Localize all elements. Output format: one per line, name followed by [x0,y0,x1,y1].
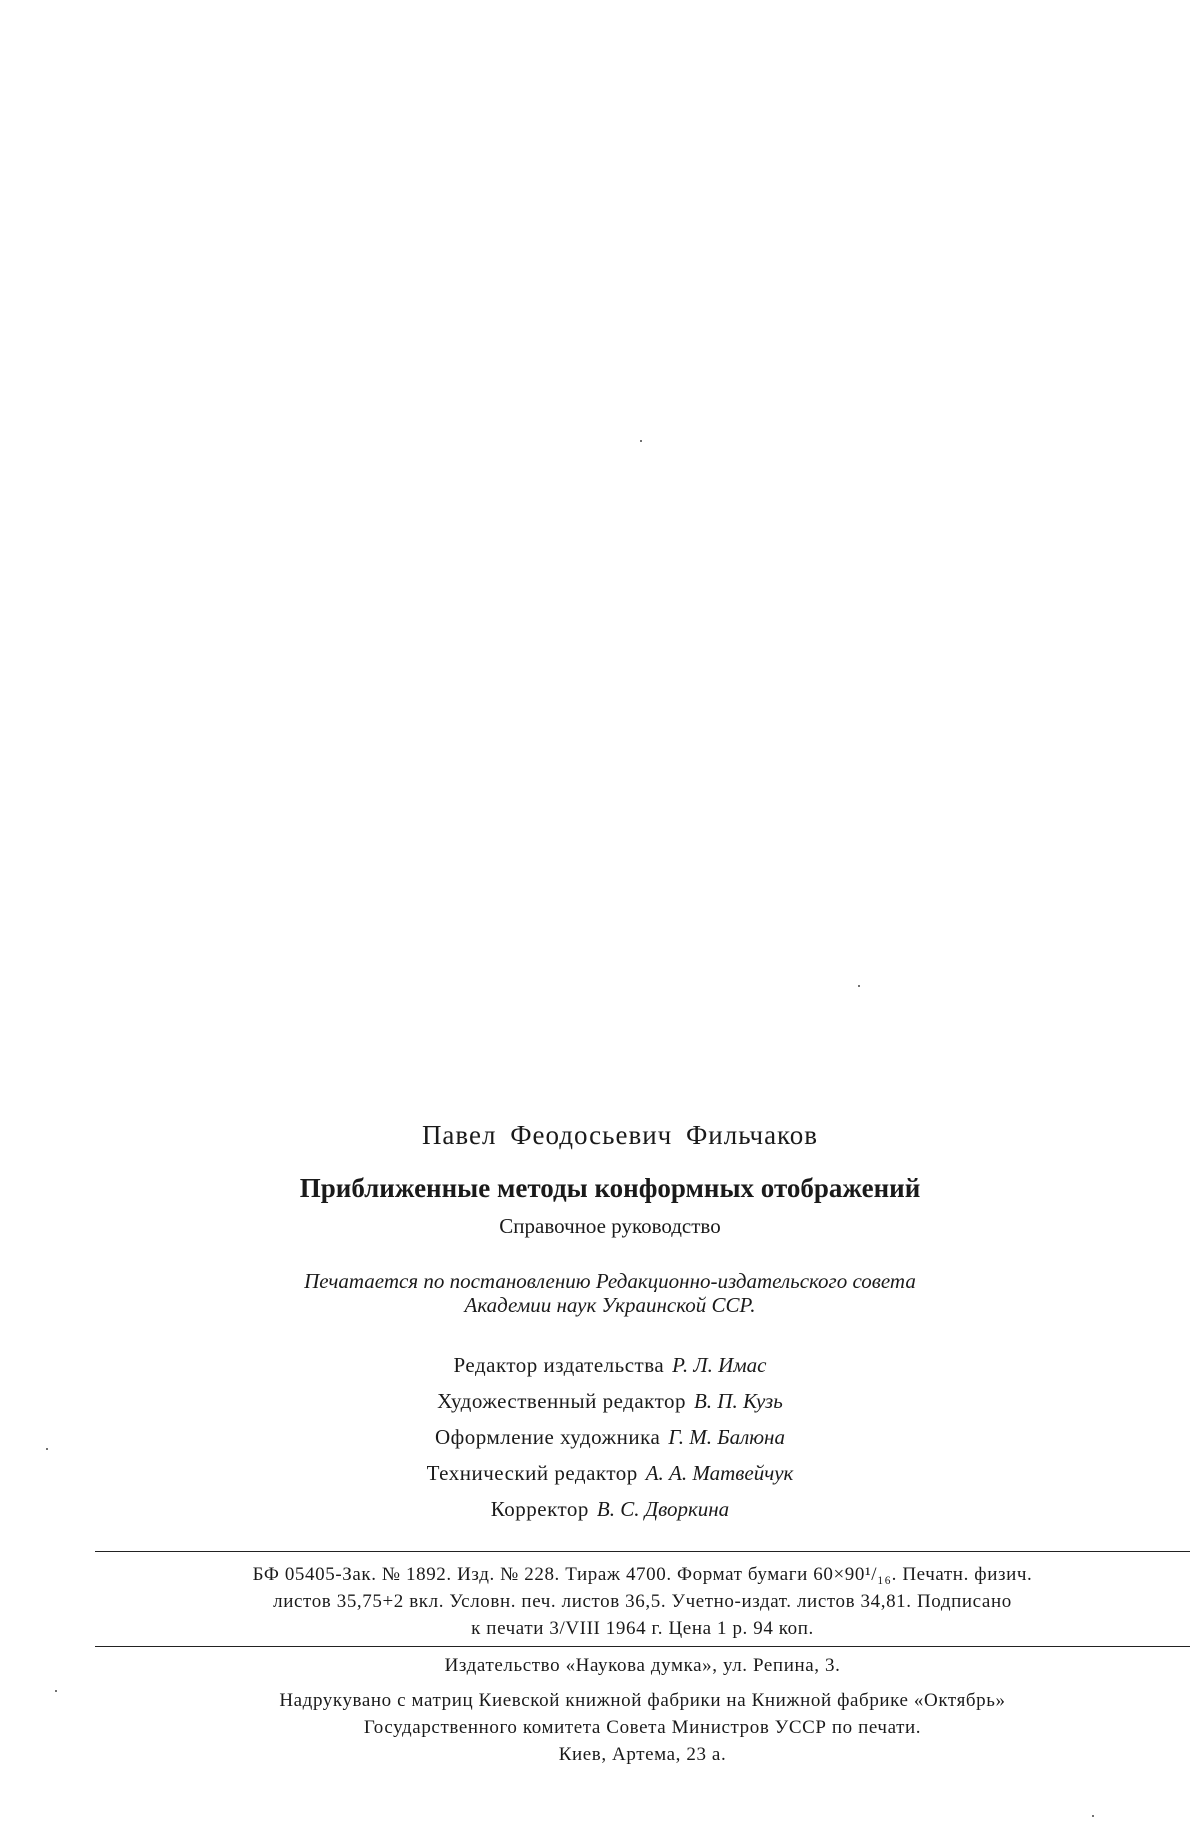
publisher-line: Надрукувано с матриц Киевской книжной фабрики на Книжной фабрике «Октябрь» [279,1690,1006,1711]
credit-line [0,1455,1200,1491]
scan-speck [1092,1815,1094,1817]
credit-role: Корректор [490,1497,589,1521]
credit-role: Оформление художника [435,1425,661,1449]
credit-role: Редактор издательства [453,1353,665,1377]
resolution-line: Печатается по постановлению Редакционно-издательского совета [304,1269,916,1293]
publisher-line: Государственного комитета Совета Министров УССР по печати. [363,1717,922,1738]
scan-speck [640,440,642,442]
colophon-block [0,1120,1200,1527]
print-imprint [95,1561,1190,1642]
resolution-line: Академии наук Украинской ССР. [464,1293,756,1317]
divider-rule [95,1551,1190,1552]
credit-line [0,1383,1200,1419]
credit-role: Технический редактор [426,1461,638,1485]
publisher-info [95,1652,1190,1768]
book-subtitle: Справочное руководство [499,1214,721,1238]
credit-role: Художественный редактор [437,1389,686,1413]
imprint-line: БФ 05405-Зак. № 1892. Изд. № 228. Тираж 4700. Формат бумаги 60×90¹/₁₆. Печатн. физич. [252,1564,1033,1585]
author-name: Павел Феодосьевич Фильчаков [421,1120,819,1150]
credit-line [0,1419,1200,1455]
credit-person: В. С. Дворкина [596,1497,730,1521]
imprint-line: к печати 3/VIII 1964 г. Цена 1 р. 94 коп. [471,1618,814,1639]
credit-person: Г. М. Балюна [668,1425,785,1449]
credit-person: Р. Л. Имас [672,1353,767,1377]
credit-person: А. А. Матвейчук [645,1461,794,1485]
publisher-line: Издательство «Наукова думка», ул. Репина, 3. [444,1655,841,1676]
credit-line [0,1491,1200,1527]
publication-resolution [0,1269,1200,1317]
credit-person: В. П. Кузь [693,1389,783,1413]
credit-line [0,1347,1200,1383]
book-title: Приближенные методы конформных отображений [299,1173,921,1203]
publisher-line: Киев, Артема, 23 а. [558,1744,727,1765]
divider-rule [95,1646,1190,1647]
scan-speck [55,1690,57,1692]
imprint-line: листов 35,75+2 вкл. Условн. печ. листов 36,5. Учетно-издат. листов 34,81. Подписано [273,1591,1012,1612]
scan-speck [858,985,860,987]
